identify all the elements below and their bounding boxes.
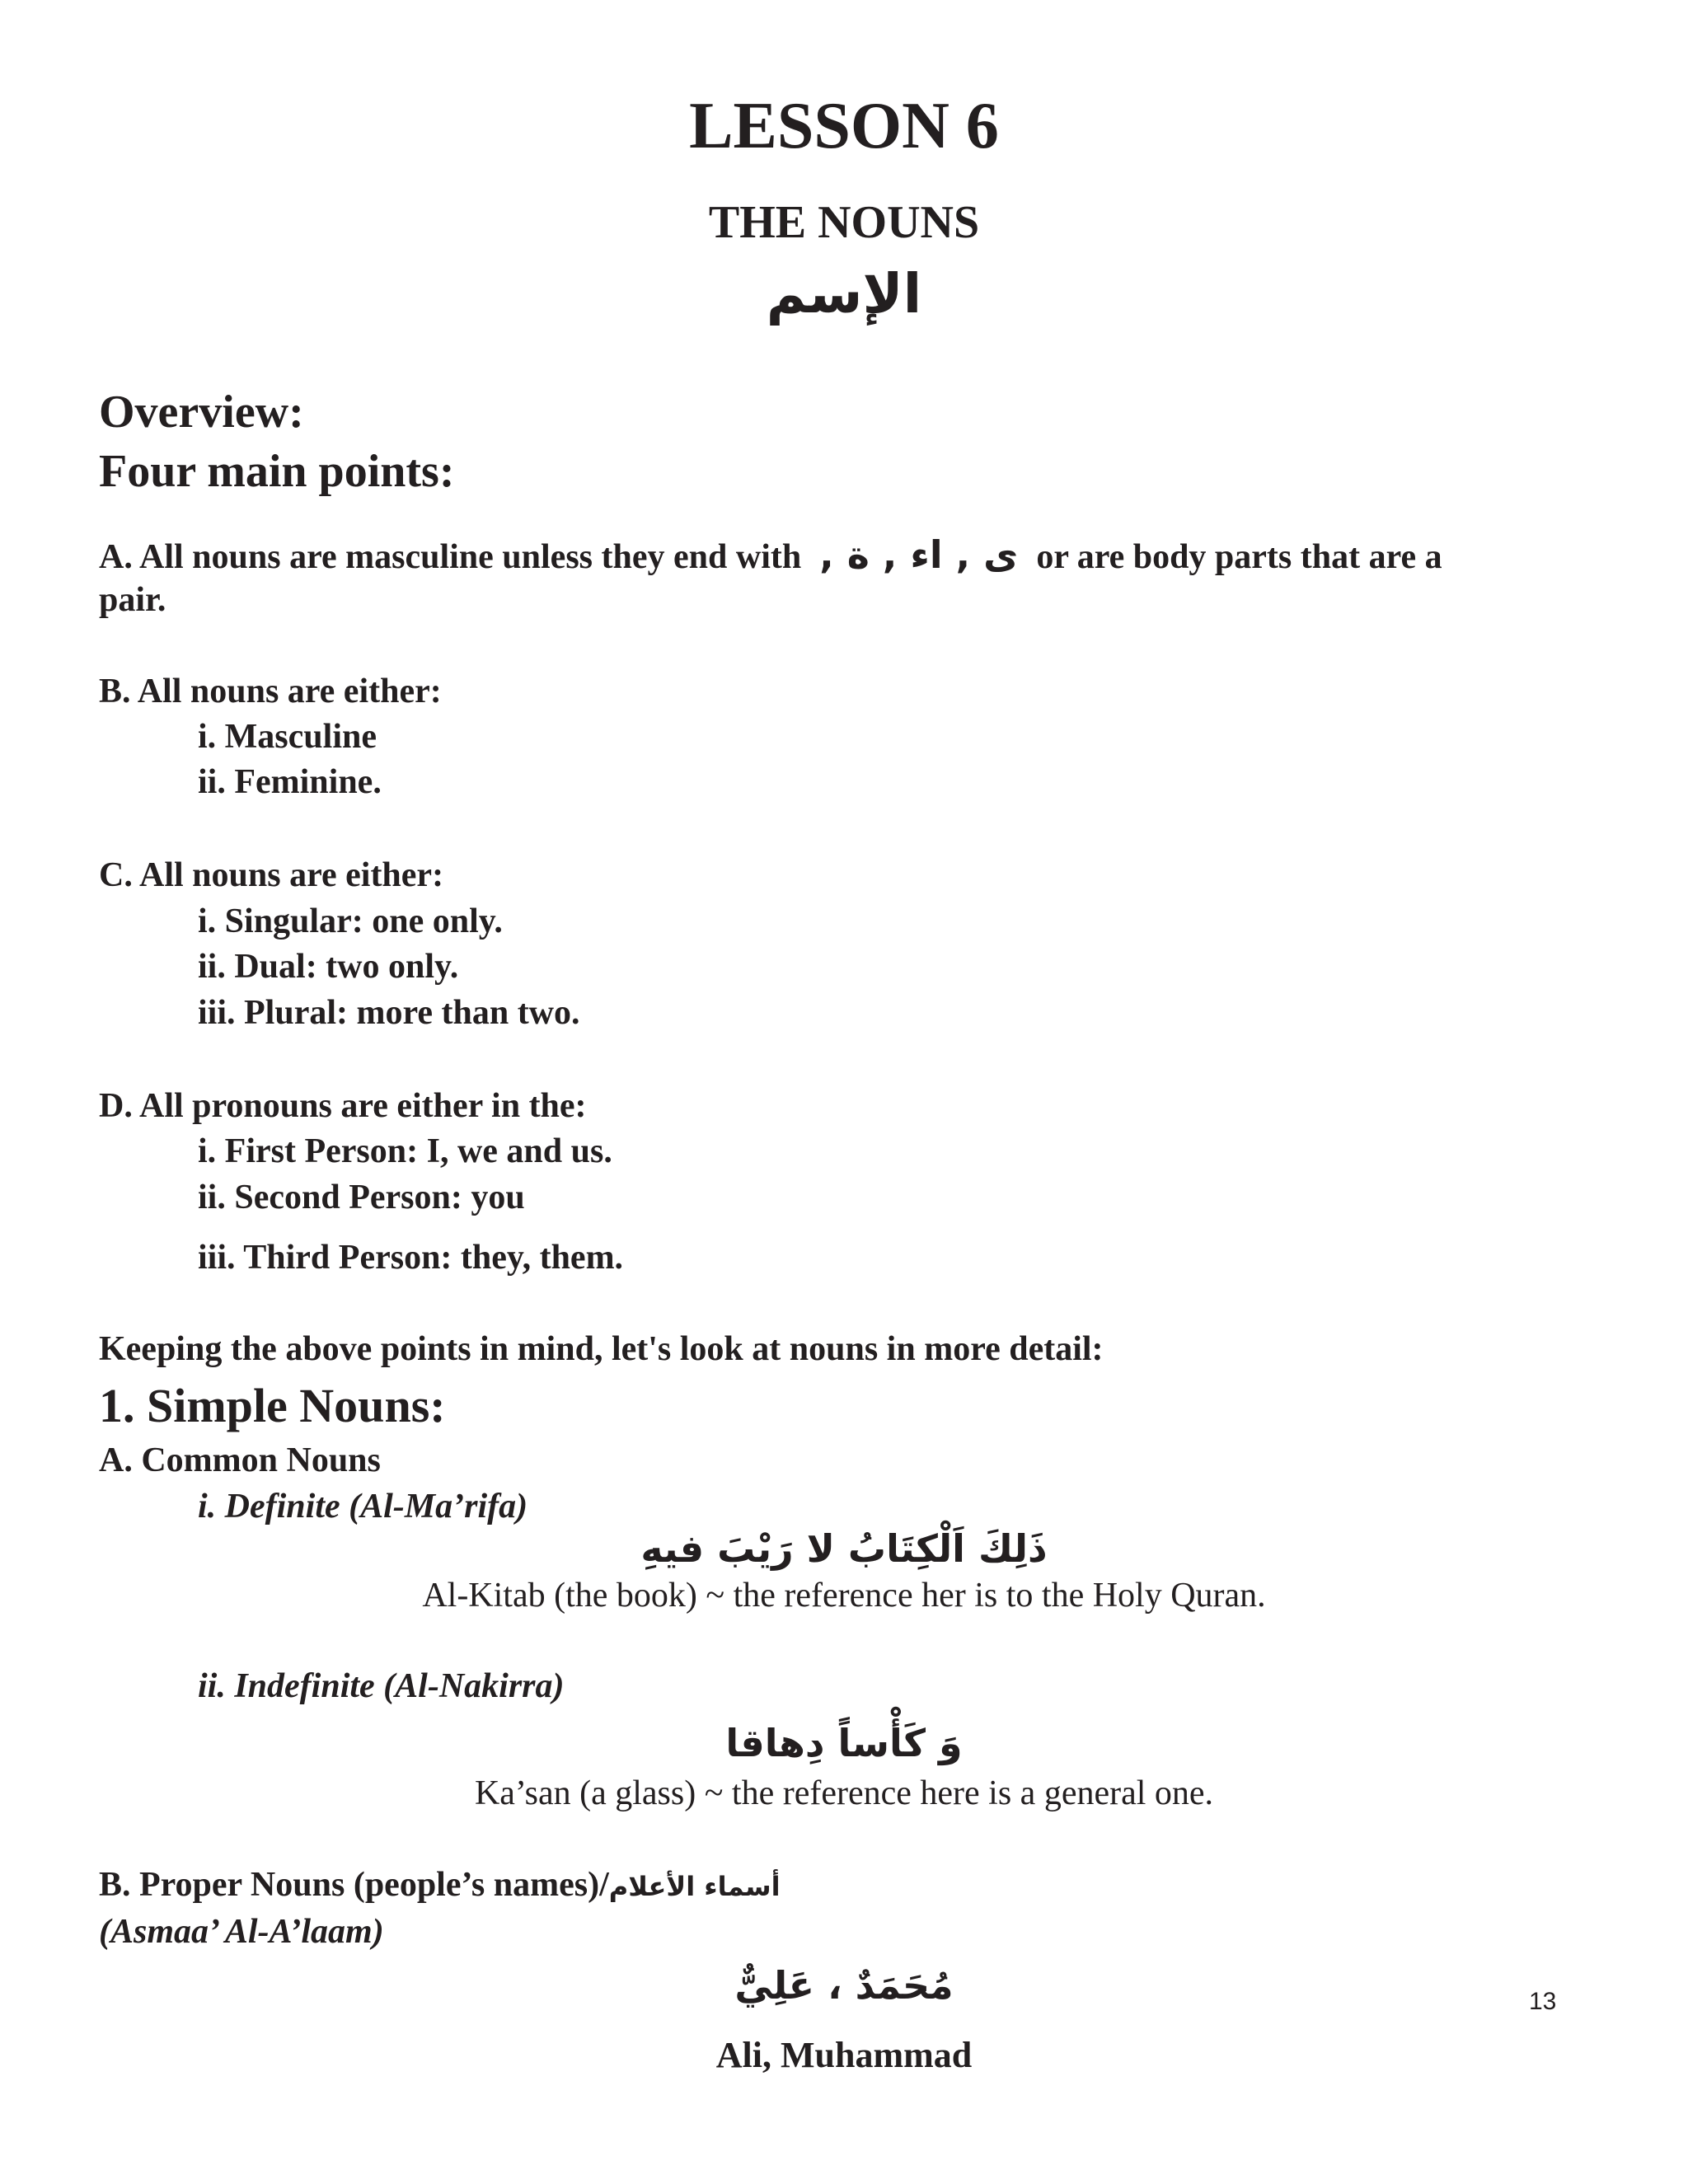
lesson-title: LESSON 6 <box>689 90 999 162</box>
point-c-item: iii. Plural: more than two. <box>198 994 580 1032</box>
point-c-item: ii. Dual: two only. <box>198 948 459 986</box>
overview-subheading: Four main points: <box>99 446 455 497</box>
proper-nouns-arabic-example: مُحَمَدٌ ، عَلِيٌّ <box>734 1963 954 2008</box>
point-d-item: ii. Second Person: you <box>198 1179 525 1216</box>
proper-nouns-english: Ali, Muhammad <box>715 2035 973 2075</box>
point-c-item: i. Singular: one only. <box>198 902 503 940</box>
page-number: 13 <box>1529 1988 1557 2015</box>
proper-nouns-heading-text: B. Proper Nouns (people’s names)/ <box>99 1866 609 1904</box>
point-c-lead: C. All nouns are either: <box>99 856 444 894</box>
point-b-lead: B. All nouns are either: <box>99 673 442 710</box>
simple-nouns-heading: 1. Simple Nouns: <box>99 1379 446 1432</box>
point-a-text-before: A. All nouns are masculine unless they end with <box>99 538 802 576</box>
point-b-item: i. Masculine <box>198 718 377 756</box>
indefinite-label: ii. Indefinite (Al-Nakirra) <box>198 1667 565 1705</box>
transition-text: Keeping the above points in mind, let's look at nouns in more detail: <box>99 1330 1104 1368</box>
point-d-item: i. First Person: I, we and us. <box>198 1132 612 1170</box>
common-nouns-heading: A. Common Nouns <box>99 1441 381 1479</box>
proper-nouns-arabic-label: أسماء الأعلام <box>608 1871 781 1902</box>
indefinite-explanation: Ka’san (a glass) ~ the reference here is a general one. <box>474 1774 1214 1812</box>
point-d-lead: D. All pronouns are either in the: <box>99 1087 587 1125</box>
point-a-line1 <box>99 532 1442 577</box>
point-a-arabic-letters: ى , اء , ة , <box>819 532 1019 577</box>
indefinite-arabic-example: وَ كَأْساً دِهاقا <box>725 1721 963 1765</box>
definite-explanation: Al-Kitab (the book) ~ the reference her is to the Holy Quran. <box>422 1577 1266 1615</box>
section-subtitle: THE NOUNS <box>708 197 980 248</box>
definite-arabic-example: ذَلِكَ اَلْكِتَابُ لا رَيْبَ فيهِ <box>640 1526 1048 1571</box>
definite-label: i. Definite (Al-Ma’rifa) <box>198 1488 528 1526</box>
point-a-line2: pair. <box>99 581 166 619</box>
point-d-item: iii. Third Person: they, them. <box>198 1239 624 1277</box>
arabic-title: الإسم <box>766 262 922 326</box>
proper-nouns-transliteration: (Asmaa’ Al-A’laam) <box>99 1913 384 1951</box>
proper-nouns-heading <box>99 1865 781 1905</box>
overview-heading: Overview: <box>99 387 304 438</box>
point-a-text-after: or are body parts that are a <box>1036 538 1442 576</box>
point-b-item: ii. Feminine. <box>198 763 382 801</box>
